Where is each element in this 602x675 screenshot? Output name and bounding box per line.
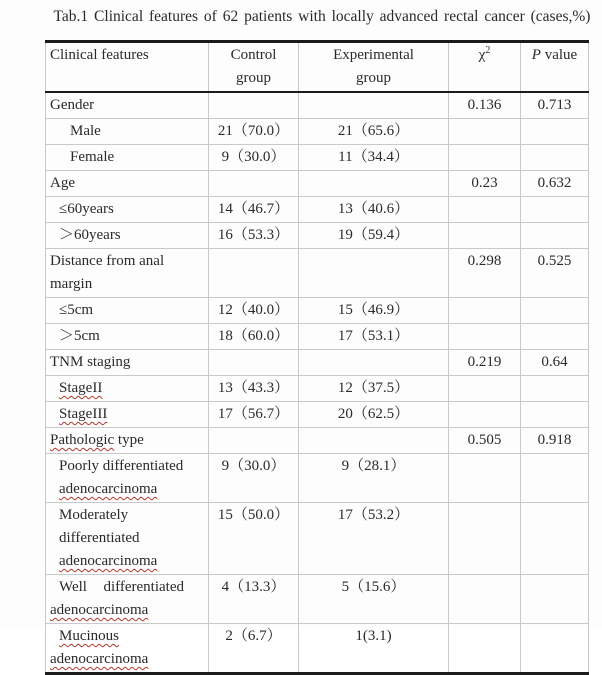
- header-clinical-features: Clinical features: [46, 42, 209, 93]
- cell-control: 4（13.3）: [209, 575, 299, 624]
- row-age: [46, 171, 589, 197]
- cell-p-value: 0.713: [521, 92, 589, 119]
- cell-p-value: 0.918: [521, 428, 589, 454]
- cell-control: [209, 171, 299, 197]
- cell-chi-square: 0.298: [449, 249, 521, 298]
- cell-chi-square: [449, 324, 521, 350]
- row-gt5cm: [46, 324, 589, 350]
- cell-p-value: [521, 298, 589, 324]
- chi-superscript: 2: [485, 45, 491, 56]
- row-male: [46, 119, 589, 145]
- cell-feature: StageII: [46, 376, 209, 402]
- cell-p-value: [521, 575, 589, 624]
- header-row: [46, 42, 589, 93]
- row-moderately-differentiated: [46, 503, 589, 575]
- cell-control: 9（30.0）: [209, 454, 299, 503]
- cell-p-value: [521, 503, 589, 575]
- cell-chi-square: 0.136: [449, 92, 521, 119]
- cell-experimental: [299, 171, 449, 197]
- cell-chi-square: [449, 298, 521, 324]
- cell-chi-square: [449, 145, 521, 171]
- cell-feature: Age: [46, 171, 209, 197]
- cell-chi-square: 0.219: [449, 350, 521, 376]
- cell-control: 17（56.7）: [209, 402, 299, 428]
- row-tnm-staging: [46, 350, 589, 376]
- row-poorly-differentiated: [46, 454, 589, 503]
- cell-chi-square: 0.505: [449, 428, 521, 454]
- row-distance-anal-margin: [46, 249, 589, 298]
- cell-control: 9（30.0）: [209, 145, 299, 171]
- cell-control: [209, 249, 299, 298]
- cell-feature: ＞5cm: [46, 324, 209, 350]
- cell-feature: ≤5cm: [46, 298, 209, 324]
- cell-experimental: 9（28.1）: [299, 454, 449, 503]
- cell-control: 16（53.3）: [209, 223, 299, 249]
- cell-experimental: 17（53.1）: [299, 324, 449, 350]
- cell-feature: Mucinous adenocarcinoma: [46, 624, 209, 674]
- cell-experimental: 11（34.4）: [299, 145, 449, 171]
- cell-p-value: [521, 145, 589, 171]
- header-p-value: P value: [521, 42, 589, 93]
- cell-control: [209, 92, 299, 119]
- cell-control: [209, 350, 299, 376]
- cell-experimental: 1(3.1): [299, 624, 449, 674]
- cell-chi-square: [449, 119, 521, 145]
- cell-feature: TNM staging: [46, 350, 209, 376]
- cell-feature: Pathologic type: [46, 428, 209, 454]
- header-control-group: Control group: [209, 42, 299, 93]
- cell-p-value: [521, 223, 589, 249]
- cell-experimental: 5（15.6）: [299, 575, 449, 624]
- cell-feature: Distance from anal margin: [46, 249, 209, 298]
- cell-control: 18（60.0）: [209, 324, 299, 350]
- cell-chi-square: [449, 402, 521, 428]
- cell-experimental: 19（59.4）: [299, 223, 449, 249]
- cell-feature: ≤60years: [46, 197, 209, 223]
- cell-p-value: [521, 197, 589, 223]
- cell-experimental: 21（65.6）: [299, 119, 449, 145]
- clinical-features-table: [45, 40, 589, 675]
- cell-control: 2（6.7）: [209, 624, 299, 674]
- cell-control: 13（43.3）: [209, 376, 299, 402]
- cell-p-value: [521, 376, 589, 402]
- cell-control: 14（46.7）: [209, 197, 299, 223]
- cell-experimental: 17（53.2）: [299, 503, 449, 575]
- cell-feature: Gender: [46, 92, 209, 119]
- row-gender: [46, 92, 589, 119]
- cell-chi-square: [449, 376, 521, 402]
- row-gt60years: [46, 223, 589, 249]
- header-chi-square: [449, 42, 521, 93]
- cell-chi-square: [449, 503, 521, 575]
- row-stage2: [46, 376, 589, 402]
- cell-control: 21（70.0）: [209, 119, 299, 145]
- cell-p-value: [521, 402, 589, 428]
- cell-experimental: [299, 92, 449, 119]
- cell-experimental: [299, 249, 449, 298]
- row-le5cm: [46, 298, 589, 324]
- cell-experimental: [299, 350, 449, 376]
- cell-p-value: 0.64: [521, 350, 589, 376]
- cell-p-value: [521, 119, 589, 145]
- row-female: [46, 145, 589, 171]
- cell-experimental: 12（37.5）: [299, 376, 449, 402]
- cell-experimental: 13（40.6）: [299, 197, 449, 223]
- cell-feature: Moderately differentiated adenocarcinoma: [46, 503, 209, 575]
- cell-control: 12（40.0）: [209, 298, 299, 324]
- table-title: Tab.1 Clinical features of 62 patients with locally advanced rectal cancer (cases,%): [53, 8, 591, 25]
- row-pathologic-type: [46, 428, 589, 454]
- row-le60years: [46, 197, 589, 223]
- p-symbol: P: [531, 47, 541, 63]
- cell-p-value: [521, 454, 589, 503]
- cell-control: [209, 428, 299, 454]
- cell-feature: StageIII: [46, 402, 209, 428]
- header-experimental-group: Experimental group: [299, 42, 449, 93]
- cell-feature: Well differentiated adenocarcinoma: [46, 575, 209, 624]
- row-mucinous: [46, 624, 589, 674]
- cell-chi-square: 0.23: [449, 171, 521, 197]
- cell-p-value: 0.525: [521, 249, 589, 298]
- row-well-differentiated: [46, 575, 589, 624]
- cell-experimental: 15（46.9）: [299, 298, 449, 324]
- cell-chi-square: [449, 223, 521, 249]
- cell-p-value: [521, 324, 589, 350]
- cell-experimental: 20（62.5）: [299, 402, 449, 428]
- cell-control: 15（50.0）: [209, 503, 299, 575]
- cell-feature: Male: [46, 119, 209, 145]
- cell-chi-square: [449, 454, 521, 503]
- cell-chi-square: [449, 197, 521, 223]
- row-stage3: [46, 402, 589, 428]
- cell-feature: Poorly differentiated adenocarcinoma: [46, 454, 209, 503]
- cell-chi-square: [449, 575, 521, 624]
- cell-feature: ＞60years: [46, 223, 209, 249]
- cell-p-value: [521, 624, 589, 674]
- chi-symbol: χ: [478, 47, 486, 63]
- cell-experimental: [299, 428, 449, 454]
- cell-chi-square: [449, 624, 521, 674]
- cell-p-value: 0.632: [521, 171, 589, 197]
- cell-feature: Female: [46, 145, 209, 171]
